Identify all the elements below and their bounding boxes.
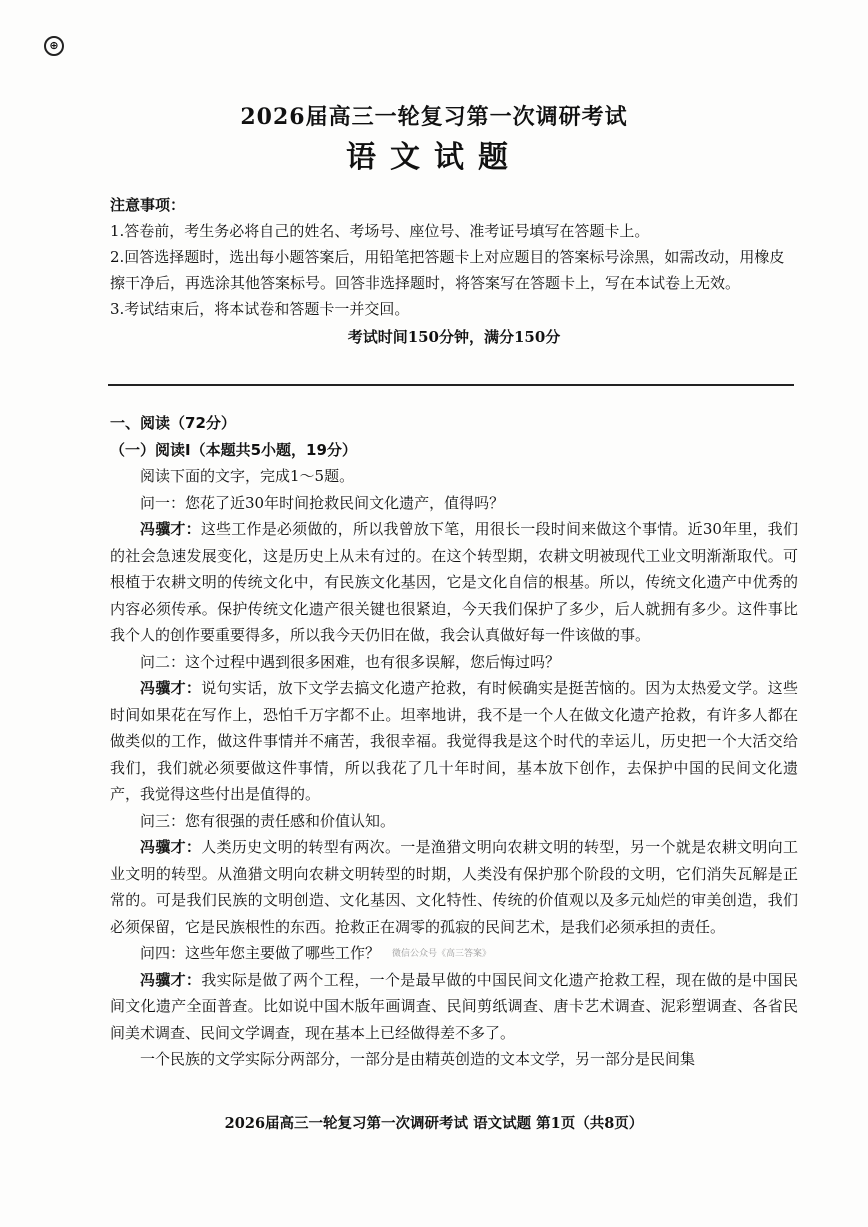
question-paragraph: 问四：这些年您主要做了哪些工作？: [140, 944, 381, 962]
speaker-label: 冯骥才：: [140, 520, 201, 538]
answer-text: 说句实话，放下文学去搞文化遗产抢救，有时候确实是挺苦恼的。因为太热爱文学。这些时间如果花在写作上，恐怕千万字都不止。坦率地讲，我不是一个人在做文化遗产抢救，有许多人都在做类似的工作，做这件事情并不痛苦，我很幸福。我觉得我是这个时代的幸运儿，历史把一个大活交给我们，我们就必须要做这件事情，所以我花了几十年时间，基本放下创作，去保护中国的民间文化遗产，我觉得这些付出是值得的。: [110, 679, 798, 803]
corner-mark: ⊕: [44, 36, 64, 56]
subject-title: 语文试题: [346, 140, 522, 175]
exam-title: 2026届高三一轮复习第一次调研考试: [240, 104, 628, 130]
answer-text: 这些工作是必须做的，所以我曾放下笔，用很长一段时间来做这个事情。近30年里，我们的社会急速发展变化，这是历史上从未有过的。在这个转型期，农耕文明被现代工业文明渐渐取代。可根植于农耕文明的传统文化中，有民族文化基因，它是文化自信的根基。所以，传统文化遗产中优秀的内容必须传承。保护传统文化遗产很关键也很紧迫，今天我们保护了多少，后人就拥有多少。这件事比我个人的创作要重要得多，所以我今天仍旧在做，我会认真做好每一件该做的事。: [110, 520, 798, 644]
question-paragraph: 问一：您花了近30年时间抢救民间文化遗产，值得吗？: [140, 493, 505, 512]
subsection-heading: （一）阅读Ⅰ（本题共5小题，19分）: [110, 440, 357, 459]
notice-item: 2.回答选择题时，选出每小题答案后，用铅笔把答题卡上对应题目的答案标号涂黑，如需改动，用橡皮擦干净后，再选涂其他答案标号。回答非选择题时，将答案写在答题卡上，写在本试卷上无效。: [110, 248, 785, 292]
speaker-label: 冯骥才：: [140, 838, 202, 856]
question-paragraph: 问二：这个过程中遇到很多困难，也有很多误解，您后悔过吗？: [140, 652, 561, 671]
answer-paragraph: [110, 834, 798, 940]
question-paragraph: 问三：您有很强的责任感和价值认知。: [140, 811, 396, 830]
answer-text: 人类历史文明的转型有两次。一是渔猎文明向农耕文明的转型，另一个就是农耕文明向工业文明的转型。从渔猎文明向农耕文明转型的时期，人类没有保护那个阶段的文明，它们消失瓦解是正常的。可是我们民族的文明创造、文化基因、文化特性、传统的价值观以及多元灿烂的审美创造，我们必须保留，它是民族根性的东西。抢救正在凋零的孤寂的民间艺术，是我们必须承担的责任。: [110, 838, 798, 936]
page-footer: 2026届高三一轮复习第一次调研考试 语文试题 第1页（共8页）: [224, 1115, 644, 1132]
watermark: 微信公众号《高三答案》: [392, 949, 492, 959]
exam-duration: 考试时间150分钟，满分150分: [347, 328, 561, 346]
reading-section: [110, 410, 798, 1073]
body-paragraph: 一个民族的文学实际分两部分，一部分是由精英创造的文本文学，另一部分是民间集: [140, 1050, 696, 1068]
speaker-label: 冯骥才：: [140, 679, 202, 697]
notice-block: [110, 192, 798, 350]
notice-item: 3.考试结束后，将本试卷和答题卡一并交回。: [110, 300, 410, 318]
answer-paragraph: [110, 967, 798, 1047]
speaker-label: 冯骥才：: [140, 970, 202, 989]
answer-paragraph: [110, 675, 798, 808]
section-heading: 一、阅读（72分）: [110, 414, 236, 432]
answer-text: 我实际是做了两个工程，一个是最早做的中国民间文化遗产抢救工程，现在做的是中国民间文化遗产全面普查。比如说中国木版年画调查、民间剪纸调查、唐卡艺术调查、泥彩塑调查、各省民间美术调查、民间文学调查，现在基本上已经做得差不多了。: [110, 970, 798, 1042]
notice-heading: 注意事项：: [110, 196, 186, 214]
divider-line: [108, 384, 794, 386]
answer-paragraph: [110, 516, 798, 649]
notice-item: 1.答卷前，考生务必将自己的姓名、考场号、座位号、准考证号填写在答题卡上。: [110, 222, 650, 240]
reading-instruction: 阅读下面的文字，完成1～5题。: [140, 467, 355, 485]
